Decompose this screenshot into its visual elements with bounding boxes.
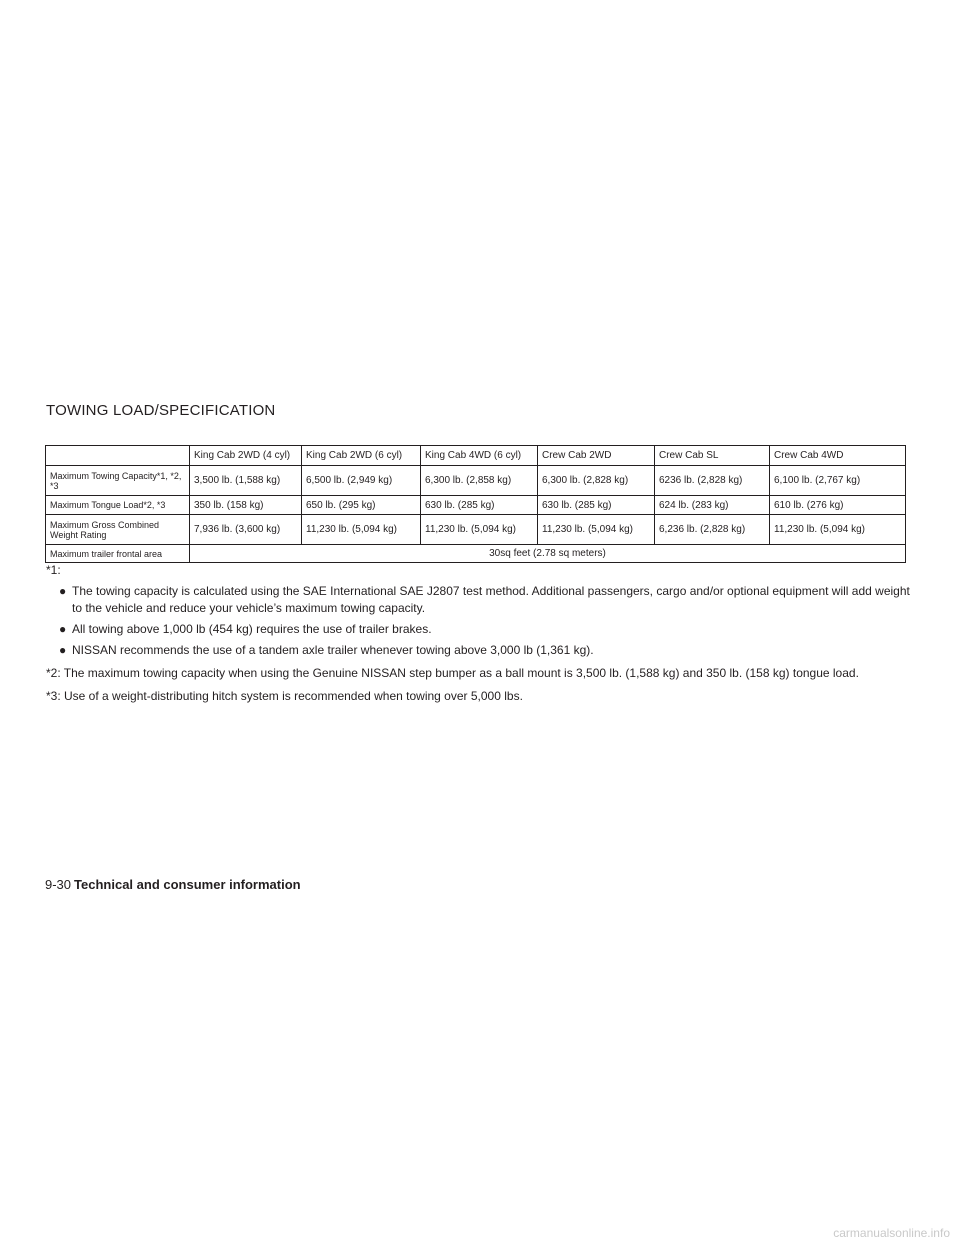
table-cell: 630 lb. (285 kg): [538, 496, 655, 515]
table-cell: 6,236 lb. (2,828 kg): [655, 515, 770, 545]
footnote-bullet: [46, 642, 910, 659]
bullet-text: NISSAN recommends the use of a tandem axle trailer whenever towing above 3,000 lb (1,361 kg).: [72, 643, 594, 657]
chapter-title: Technical and consumer information: [74, 877, 301, 892]
table-cell: 650 lb. (295 kg): [302, 496, 421, 515]
footnote-bullet: [46, 621, 910, 638]
table-cell: 11,230 lb. (5,094 kg): [538, 515, 655, 545]
table-cell: 6,300 lb. (2,828 kg): [538, 466, 655, 496]
bullet-text: All towing above 1,000 lb (454 kg) requires the use of trailer brakes.: [72, 622, 432, 636]
table-cell: 6,100 lb. (2,767 kg): [770, 466, 906, 496]
header-cell: Crew Cab 4WD: [770, 446, 906, 466]
table-cell: 11,230 lb. (5,094 kg): [421, 515, 538, 545]
table-cell: 630 lb. (285 kg): [421, 496, 538, 515]
row-label: Maximum Towing Capacity*1, *2, *3: [46, 466, 190, 496]
bullet-icon: ●: [59, 643, 67, 657]
footnote-1-label: *1:: [46, 563, 61, 577]
section-title: TOWING LOAD/SPECIFICATION: [46, 402, 276, 419]
table-cell: 624 lb. (283 kg): [655, 496, 770, 515]
header-cell: Crew Cab SL: [655, 446, 770, 466]
footnote-bullet: [46, 583, 910, 617]
table-cell: 610 lb. (276 kg): [770, 496, 906, 515]
table-cell: 6,300 lb. (2,858 kg): [421, 466, 538, 496]
header-cell: Crew Cab 2WD: [538, 446, 655, 466]
table-cell: 7,936 lb. (3,600 kg): [190, 515, 302, 545]
header-cell: King Cab 2WD (6 cyl): [302, 446, 421, 466]
bullet-icon: ●: [59, 622, 67, 636]
table-row: [46, 545, 906, 563]
row-label: Maximum trailer frontal area: [46, 545, 190, 563]
table-cell: 3,500 lb. (1,588 kg): [190, 466, 302, 496]
table-cell: 11,230 lb. (5,094 kg): [770, 515, 906, 545]
merged-table-cell: 30sq feet (2.78 sq meters): [190, 545, 906, 563]
watermark: carmanualsonline.info: [833, 1226, 950, 1240]
table-row: [46, 496, 906, 515]
table-header-row: [46, 446, 906, 466]
bullet-icon: ●: [59, 584, 67, 598]
table-cell: 6236 lb. (2,828 kg): [655, 466, 770, 496]
footnote-2: *2: The maximum towing capacity when using the Genuine NISSAN step bumper as a ball mount is 3,500 lb. (1,588 kg) and 350 lb. (158 kg) tongue load.: [46, 666, 859, 680]
towing-spec-table: [45, 445, 906, 563]
footnote-3: *3: Use of a weight-distributing hitch system is recommended when towing over 5,000 lbs.: [46, 689, 523, 703]
header-cell: King Cab 4WD (6 cyl): [421, 446, 538, 466]
table-cell: 6,500 lb. (2,949 kg): [302, 466, 421, 496]
table-cell: 11,230 lb. (5,094 kg): [302, 515, 421, 545]
table-row: [46, 466, 906, 496]
bullet-text: The towing capacity is calculated using the SAE International SAE J2807 test method. Additional passengers, cargo and/or optional equipment will add weight to the vehicle and reduce your vehicle’s maximum towing capacity.: [72, 584, 910, 615]
table-row: [46, 515, 906, 545]
row-label: Maximum Gross Combined Weight Rating: [46, 515, 190, 545]
page-footer: [45, 877, 301, 892]
table-cell: 350 lb. (158 kg): [190, 496, 302, 515]
header-cell: [46, 446, 190, 466]
page-number: 9-30: [45, 877, 72, 892]
footnotes: [46, 562, 910, 705]
header-cell: King Cab 2WD (4 cyl): [190, 446, 302, 466]
row-label: Maximum Tongue Load*2, *3: [46, 496, 190, 515]
